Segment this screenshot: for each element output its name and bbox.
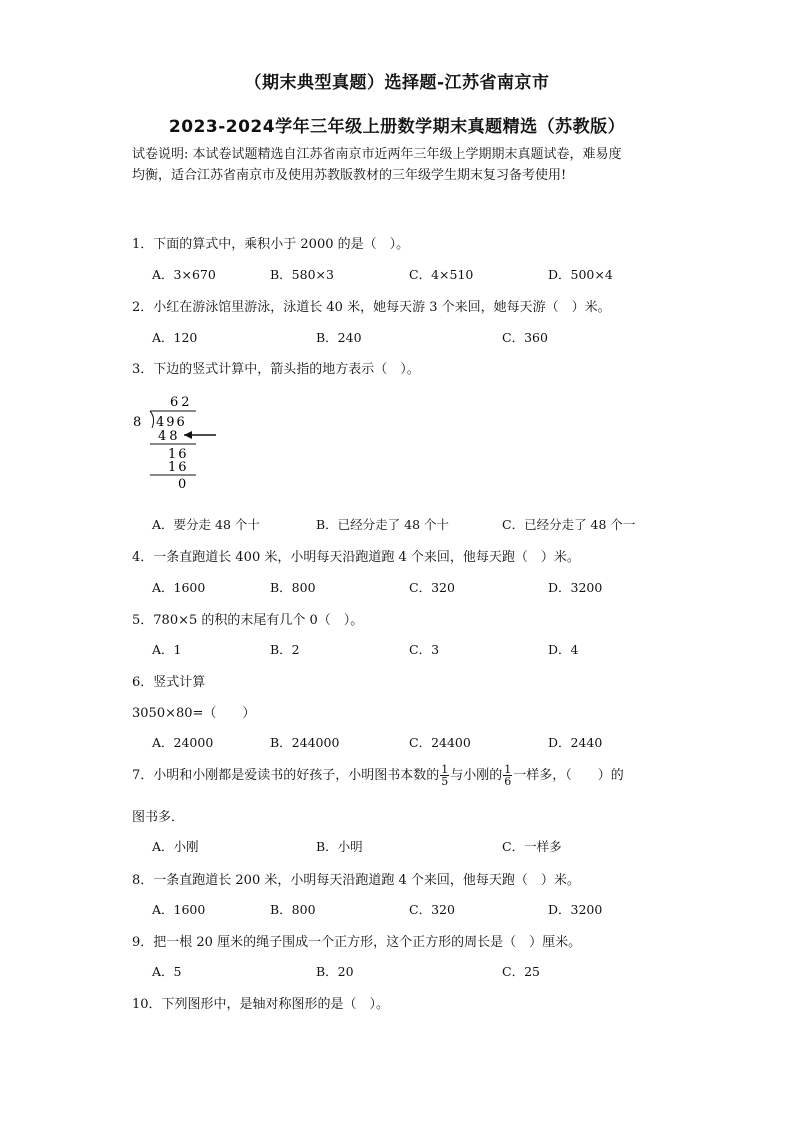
question-2-stem: 2．小红在游泳馆里游泳，泳道长 40 米，她每天游 3 个来回，她每天游（ ）米。 bbox=[132, 300, 611, 315]
q3-option-b[interactable]: B．已经分走了 48 个十 bbox=[316, 517, 450, 532]
q9-option-b[interactable]: B．20 bbox=[316, 964, 354, 979]
q9-option-a[interactable]: A．5 bbox=[152, 964, 182, 979]
q7-fraction-2-denominator: 6 bbox=[504, 775, 512, 788]
q7-fraction-1-denominator: 5 bbox=[441, 775, 449, 788]
q1-option-d[interactable]: D．500×4 bbox=[548, 267, 613, 282]
q5-option-c[interactable]: C．3 bbox=[409, 642, 440, 657]
q7-option-b[interactable]: B．小明 bbox=[316, 839, 363, 854]
question-3-stem: 3．下边的竖式计算中，箭头指的地方表示（ ）。 bbox=[132, 362, 420, 377]
question-7-stem bbox=[132, 764, 672, 787]
intro-line-1: 试卷说明: 本试卷试题精选自江苏省南京市近两年三年级上学期期末真题试卷，难易度 bbox=[132, 147, 622, 162]
question-5-stem: 5．780×5 的积的末尾有几个 0（ ）。 bbox=[132, 613, 364, 628]
q7-stem-part-b: 与小刚的 bbox=[450, 768, 503, 783]
q3-option-c[interactable]: C．已经分走了 48 个一 bbox=[502, 517, 636, 532]
q8-option-c[interactable]: C．320 bbox=[409, 902, 455, 917]
question-8-stem: 8．一条直跑道长 200 米，小明每天沿跑道跑 4 个来回，他每天跑（ ）米。 bbox=[132, 873, 580, 888]
question-1-stem: 1．下面的算式中，乘积小于 2000 的是（ ）。 bbox=[132, 237, 410, 252]
q4-option-b[interactable]: B．800 bbox=[270, 580, 316, 595]
arrow-head-icon bbox=[184, 431, 192, 439]
q4-option-c[interactable]: C．320 bbox=[409, 580, 455, 595]
q7-fraction-2 bbox=[503, 764, 512, 787]
question-4-stem: 4．一条直跑道长 400 米，小明每天沿跑道跑 4 个来回，他每天跑（ ）米。 bbox=[132, 550, 580, 565]
document-title-line1: （期末典型真题）选择题-江苏省南京市 bbox=[244, 73, 550, 93]
q7-fraction-2-numerator: 1 bbox=[504, 763, 512, 776]
q2-option-c[interactable]: C．360 bbox=[502, 330, 548, 345]
question-6-expression: 3050×80=（ ） bbox=[132, 706, 256, 721]
intro-line-2: 均衡，适合江苏省南京市及使用苏教版教材的三年级学生期末复习备考使用! bbox=[132, 168, 567, 183]
q6-option-b[interactable]: B．244000 bbox=[270, 735, 340, 750]
q8-option-d[interactable]: D．3200 bbox=[548, 902, 603, 917]
long-division-diagram bbox=[128, 388, 248, 498]
q7-option-a[interactable]: A．小刚 bbox=[152, 839, 199, 854]
division-step1: 48 bbox=[158, 429, 181, 444]
question-7-stem-line2: 图书多． bbox=[132, 810, 185, 825]
division-bracket bbox=[150, 411, 154, 428]
q7-stem-part-c: 一样多，（ ）的 bbox=[513, 768, 624, 783]
division-remainder: 0 bbox=[178, 477, 187, 492]
q6-option-a[interactable]: A．24000 bbox=[152, 735, 214, 750]
division-divisor: 8 bbox=[133, 415, 142, 430]
q9-option-c[interactable]: C．25 bbox=[502, 964, 540, 979]
q8-option-a[interactable]: A．1600 bbox=[152, 902, 206, 917]
q2-option-a[interactable]: A．120 bbox=[152, 330, 198, 345]
division-dividend: 496 bbox=[156, 415, 187, 430]
q6-option-c[interactable]: C．24400 bbox=[409, 735, 471, 750]
q1-option-a[interactable]: A．3×670 bbox=[152, 267, 216, 282]
question-6-stem: 6．竖式计算 bbox=[132, 675, 206, 690]
document-title-line2: 2023-2024学年三年级上册数学期末真题精选（苏教版） bbox=[168, 117, 626, 137]
q4-option-a[interactable]: A．1600 bbox=[152, 580, 206, 595]
division-step2: 16 bbox=[168, 447, 189, 462]
q5-option-b[interactable]: B．2 bbox=[270, 642, 300, 657]
q5-option-d[interactable]: D．4 bbox=[548, 642, 579, 657]
q3-option-a[interactable]: A．要分走 48 个十 bbox=[152, 517, 260, 532]
q6-option-d[interactable]: D．2440 bbox=[548, 735, 603, 750]
q5-option-a[interactable]: A．1 bbox=[152, 642, 182, 657]
question-10-stem: 10．下列图形中，是轴对称图形的是（ ）。 bbox=[132, 997, 390, 1012]
q1-option-b[interactable]: B．580×3 bbox=[270, 267, 334, 282]
division-step3: 16 bbox=[168, 460, 189, 475]
q7-stem-part-a: 7．小明和小刚都是爱读书的好孩子，小明图书本数的 bbox=[132, 768, 440, 783]
q7-option-c[interactable]: C．一样多 bbox=[502, 839, 562, 854]
q1-option-c[interactable]: C．4×510 bbox=[409, 267, 474, 282]
q4-option-d[interactable]: D．3200 bbox=[548, 580, 603, 595]
q2-option-b[interactable]: B．240 bbox=[316, 330, 362, 345]
q7-fraction-1-numerator: 1 bbox=[441, 763, 449, 776]
q7-fraction-1 bbox=[440, 764, 449, 787]
q8-option-b[interactable]: B．800 bbox=[270, 902, 316, 917]
division-quotient: 62 bbox=[170, 395, 193, 410]
intro-text bbox=[132, 144, 672, 186]
question-9-stem: 9．把一根 20 厘米的绳子围成一个正方形，这个正方形的周长是（ ）厘米。 bbox=[132, 935, 582, 950]
